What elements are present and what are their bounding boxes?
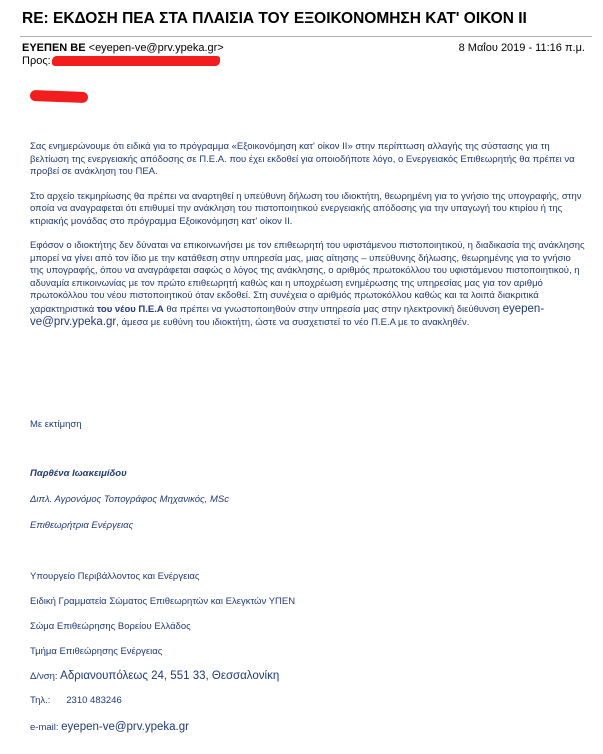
signature-role: Επιθεωρήτρια Ενέργειας — [30, 520, 134, 531]
address-label: Δ/νση: — [30, 671, 58, 682]
body-email-link[interactable]: eyepen-ve@prv.ypeka.gr — [30, 302, 545, 328]
body-paragraph-3-b: θα πρέπει να γνωστοποιηθούν στην υπηρεσία μας στην ηλεκτρονική διεύθυνση — [166, 303, 500, 315]
body-paragraph-3-c: , άμεσα με ευθύνη του ιδιοκτήτη, ώστε να συσχετιστεί το νέο Π.Ε.Α με το ανακληθέν. — [116, 317, 470, 328]
body-paragraph-3-bold: του νέου Π.Ε.Α — [96, 303, 164, 315]
body-paragraph-1: Σας ενημερώνουμε ότι ειδικά για το πρόγραμμα «Εξοικονόμηση κατ' οίκον ΙΙ» στην περίπτωση αλλαγής της σύστασης για τη βελτίωση της ενεργειακής απόδοσης σε Π.Ε.Α. που έχει εκδοθεί για οποιοδήποτε λόγο, ο Ενεργειακός Επιθεωρητής θα πρέπει να προβεί σε ανάκληση του ΠΕΑ. — [30, 141, 575, 177]
sender — [22, 42, 224, 54]
signature-name: Παρθένα Ιωακειμίδου — [30, 468, 127, 479]
header-divider — [20, 36, 592, 37]
signature-org-3: Σώμα Επιθεώρησης Βορείου Ελλάδος — [30, 621, 191, 632]
recipient-label: Προς: — [22, 55, 51, 67]
signature-email-link[interactable]: eyepen-ve@prv.ypeka.gr — [61, 721, 189, 733]
recipient-redaction — [51, 56, 220, 66]
signature-address — [30, 670, 590, 682]
signature-org-1: Υπουργείο Περιβάλλοντος και Ενέργειας — [30, 571, 200, 582]
sender-address[interactable]: <eyepen-ve@prv.ypeka.gr> — [88, 42, 224, 54]
closing: Με εκτίμηση — [30, 419, 82, 430]
phone-label: Τηλ.: — [30, 695, 51, 706]
email-body — [30, 141, 585, 342]
email-date: 8 Μαΐου 2019 - 11:16 π.μ. — [458, 42, 585, 54]
body-paragraph-3 — [30, 240, 585, 330]
sender-name: ΕΥΕΠΕΝ ΒΕ — [22, 42, 86, 54]
signature-org-2: Ειδική Γραμματεία Σώματος Επιθεωρητών και Ελεγκτών ΥΠΕΝ — [30, 596, 296, 607]
phone-value: 2310 483246 — [66, 695, 122, 706]
address-value: Αδριανουπόλεως 24, 551 33, Θεσσαλονίκη — [60, 670, 280, 682]
signature-title: Διπλ. Αγρονόμος Τοπογράφος Μηχανικός, MSc — [30, 494, 229, 505]
signature-org-4: Τμήμα Επιθεώρησης Ενέργειας — [30, 646, 163, 657]
body-paragraph-3-a: Εφόσον ο ιδιοκτήτης δεν δύναται να επικοινωνήσει με τον επιθεωρητή του υφιστάμενου πιστοποιητικού, η διαδικασία της ανάκλησης μπορεί να γίνει από τον ίδιο με την κατάθεση στην υπηρεσία μας, μιας αίτησης – υπεύθυνης δήλωσης, θεωρημένης για το γνήσιο της υπογραφής, όπου να αναγράφεται σαφώς ο λόγος της ανάκλησης, ο αριθμός πρωτοκόλλου του υφιστάμενου πιστοποιητικού, η αδυναμία επικοινωνίας με τον πρώτο επιθεωρητή καθώς και η υποχρέωση ενημέρωσης της υπηρεσίας μας για τον αριθμό πρωτοκόλλου του νέου πιστοποιητικού όταν εκδοθεί. Στη συνέχεια ο αριθμός πρωτοκόλλου καθώς και τα λοιπά διακριτικά χαρακτηριστικά — [30, 240, 585, 315]
signature-phone — [30, 695, 590, 706]
email-subject: RE: ΕΚΔΟΣΗ ΠΕΑ ΣΤΑ ΠΛΑΙΣΙΑ ΤΟΥ ΕΞΟΙΚΟΝΟΜΗΣΗ ΚΑΤ' ΟΙΚΟΝ ΙΙ — [22, 10, 527, 27]
body-paragraph-2: Στο αρχείο τεκμηρίωσης θα πρέπει να αναρτηθεί η υπεύθυνη δήλωση του ιδιοκτήτη, θεωρημένη για το γνήσιο της υπογραφής, στην οποία να αναγραφεται ότι επιθυμεί την ανάκληση του πιστοποιητικού ενεργειακής απόδοσης για την υπαγωγή του κτιρίου ή της κτιριακής μονάδας στο πρόγραμμα Εξοικονόμηση κατ' οίκον ΙΙ. — [30, 190, 582, 227]
signature-email — [30, 721, 590, 733]
greeting-redaction — [30, 90, 88, 103]
email-label: e-mail: — [30, 722, 59, 733]
